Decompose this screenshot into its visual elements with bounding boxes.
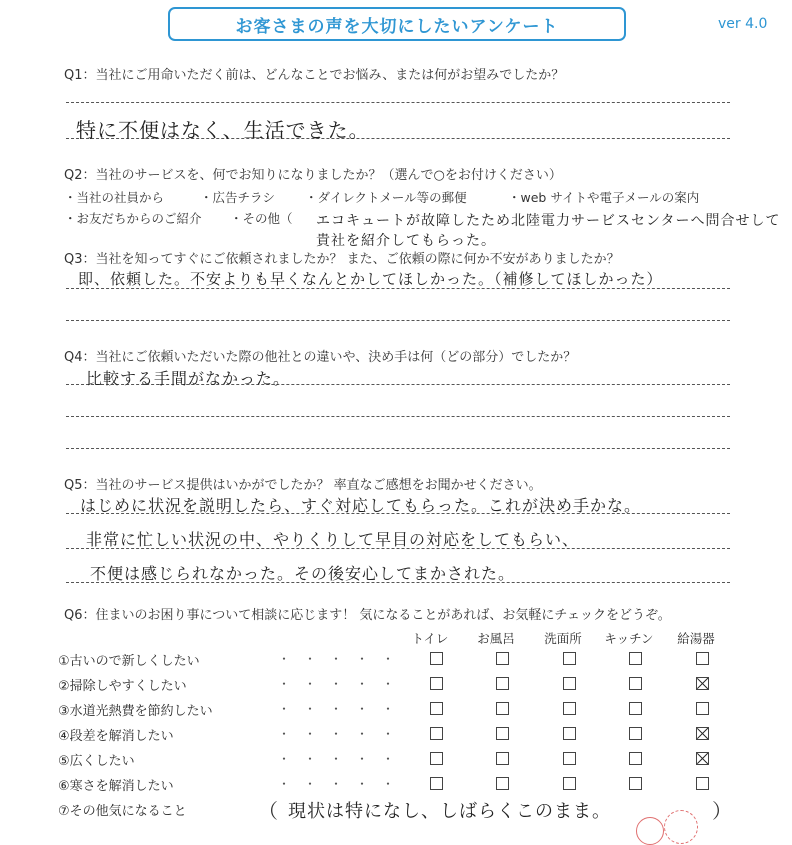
checkbox-洗面所[interactable] [563,652,576,665]
checkbox-キッチン[interactable] [629,777,642,790]
checkbox-洗面所[interactable] [563,777,576,790]
q2-option-staff[interactable]: ・当社の社員から [64,190,165,205]
checkbox-キッチン[interactable] [629,752,642,765]
q2-option-friend[interactable]: ・お友だちからのご紹介 [64,211,202,226]
col-washroom: 洗面所 [544,631,582,646]
checkbox-お風呂[interactable] [496,727,509,740]
q3-question: Q3：当社を知ってすぐにご依頼されましたか？ また、ご依頼の際に何か不安がありましたか？ [64,252,620,267]
checkbox-キッチン[interactable] [629,677,642,690]
red-stamp-mark [636,817,664,845]
q2-option-web[interactable]: ・web サイトや電子メールの案内 [508,190,700,205]
checkbox-お風呂[interactable] [496,702,509,715]
checkbox-お風呂[interactable] [496,652,509,665]
survey-title: お客さまの声を大切にしたいアンケート [168,7,626,41]
checkbox-給湯器[interactable] [696,677,709,690]
q3-line-2 [66,320,730,321]
red-stamp-mark-2 [664,810,698,844]
q2-question: Q2：当社のサービスを、何でお知りになりましたか？（選んで○をお付けください） [64,168,562,183]
q6-row-label: ①古いので新しくしたい [58,654,200,669]
checkbox-給湯器[interactable] [696,652,709,665]
checkbox-キッチン[interactable] [629,727,642,740]
checkbox-給湯器[interactable] [696,727,709,740]
q6-question: Q6：住まいのお困り事について相談に応じます！ 気になることがあれば、お気軽にチェックをどうぞ。 [64,608,671,623]
q5-answer-line-3[interactable]: 不便は感じられなかった。その後安心してまかされた。 [90,564,516,583]
col-toilet: トイレ [411,631,449,646]
q5-answer-line-1[interactable]: はじめに状況を説明したら、すぐ対応してもらった。これが決め手かな。 [80,496,642,515]
checkbox-洗面所[interactable] [563,702,576,715]
q6-row-dots: ・・・・・ [278,752,409,766]
checkbox-お風呂[interactable] [496,752,509,765]
q6-row-label: ⑤広くしたい [58,754,135,769]
checkbox-トイレ[interactable] [430,652,443,665]
q2-option-direct-mail[interactable]: ・ダイレクトメール等の郵便 [305,190,467,205]
checkbox-洗面所[interactable] [563,752,576,765]
checkbox-給湯器[interactable] [696,777,709,790]
checkbox-トイレ[interactable] [430,727,443,740]
q5-question: Q5：当社のサービス提供はいかがでしたか？ 率直なご感想をお聞かせください。 [64,478,542,493]
q4-question: Q4：当社にご依頼いただいた際の他社との違いや、決め手は何（どの部分）でしたか？ [64,350,577,365]
q1-line-1 [66,102,730,103]
version-label: ver 4.0 [718,16,768,32]
checkbox-トイレ[interactable] [430,702,443,715]
checkbox-トイレ[interactable] [430,777,443,790]
q2-option-flyer[interactable]: ・広告チラシ [200,190,276,205]
q4-answer[interactable]: 比較する手間がなかった。 [86,369,291,388]
checkbox-給湯器[interactable] [696,752,709,765]
q3-answer[interactable]: 即、依頼した。不安よりも早くなんとかしてほしかった。（補修してほしかった） [78,270,663,288]
q6-row-label: ③水道光熱費を節約したい [58,704,213,719]
other-paren-open: （ [258,799,278,823]
q1-question: Q1：当社にご用命いただく前は、どんなことでお悩み、または何がお望みでしたか？ [64,68,565,83]
checkbox-キッチン[interactable] [629,652,642,665]
q6-row-dots: ・・・・・ [278,677,409,691]
q6-row-dots: ・・・・・ [278,777,409,791]
checkbox-お風呂[interactable] [496,777,509,790]
q4-line-3 [66,448,730,449]
checkbox-洗面所[interactable] [563,727,576,740]
q6-other-label: ⑦その他気になること [58,804,187,819]
q6-row-dots: ・・・・・ [278,652,409,666]
col-water-heater: 給湯器 [677,631,715,646]
q6-row-label: ④段差を解消したい [58,729,174,744]
checkbox-キッチン[interactable] [629,702,642,715]
checkbox-お風呂[interactable] [496,677,509,690]
q6-row-label: ⑥寒さを解消したい [58,779,174,794]
checkbox-給湯器[interactable] [696,702,709,715]
col-kitchen: キッチン [604,631,654,646]
col-bath: お風呂 [477,631,515,646]
q6-row-dots: ・・・・・ [278,727,409,741]
q1-answer[interactable]: 特に不便はなく、生活できた。 [76,118,370,142]
other-paren-close: ） [712,799,732,823]
q2-answer-line-1[interactable]: エコキュートが故障したため北陸電力サービスセンターへ問合せして [316,213,781,229]
q5-answer-line-2[interactable]: 非常に忙しい状況の中、やりくりして早目の対応をしてもらい、 [86,530,580,549]
q6-other-answer[interactable]: 現状は特になし、しばらくこのまま。 [288,801,611,822]
q6-row-dots: ・・・・・ [278,702,409,716]
q4-line-2 [66,416,730,417]
q2-option-other[interactable]: ・その他（ [230,211,293,226]
checkbox-トイレ[interactable] [430,677,443,690]
checkbox-トイレ[interactable] [430,752,443,765]
q2-answer-line-2[interactable]: 貴社を紹介してもらった。 [316,233,496,249]
checkbox-洗面所[interactable] [563,677,576,690]
q6-row-label: ②掃除しやすくしたい [58,679,187,694]
